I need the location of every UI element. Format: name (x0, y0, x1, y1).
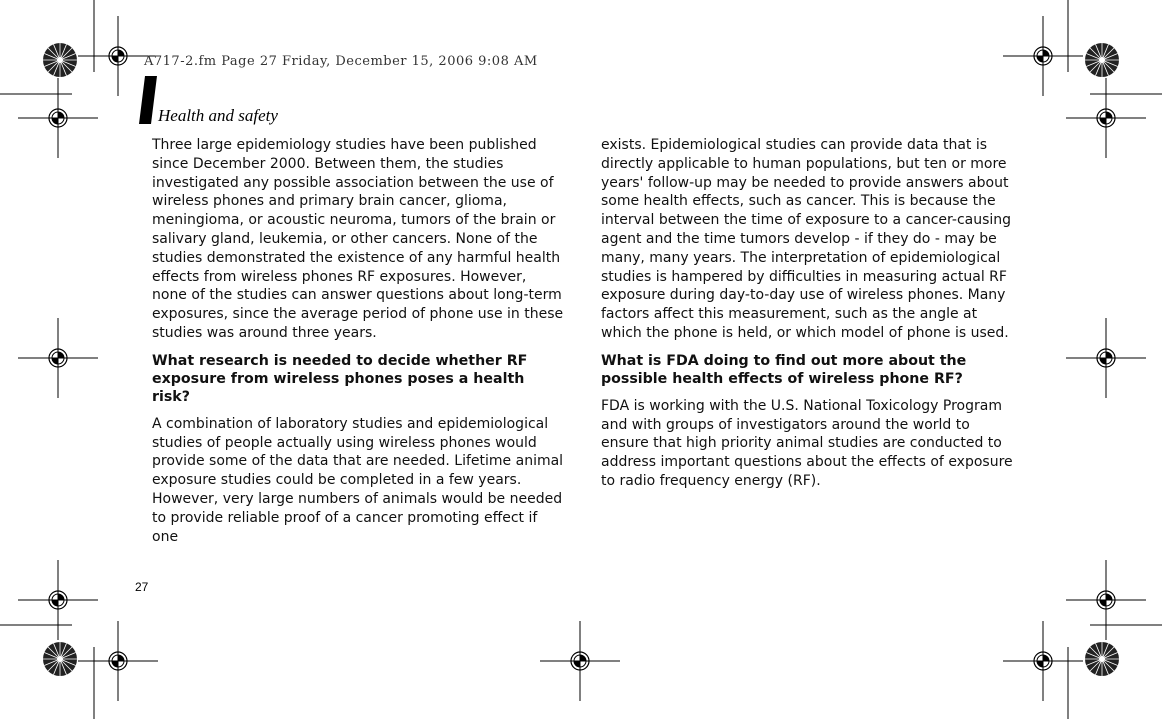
right-column (601, 136, 1013, 500)
print-slug-header: A717-2.fm Page 27 Friday, December 15, 2006 9:08 AM (144, 54, 538, 69)
left-column (152, 136, 564, 555)
page-number: 27 (135, 580, 149, 594)
right-question-heading: What is FDA doing to find out more about the possible health effects of wireless phone RF? (601, 352, 967, 387)
left-question-heading: What research is needed to decide whether RF exposure from wireless phones poses a health risk? (152, 352, 528, 405)
section-title: Health and safety (158, 106, 278, 125)
left-paragraph-2: A combination of laboratory studies and epidemiological studies of people actually using wireless phones would provide some of the data that are needed. Lifetime animal exposure studies could be completed in a few years. However, very large numbers of animals would be needed to provide reliable proof of a cancer promoting effect if one (152, 415, 564, 545)
left-paragraph-1: Three large epidemiology studies have been published since December 2000. Between them, the studies investigated any possible association between the use of wireless phones and primary brain cancer, glioma, meningioma, or acoustic neuroma, tumors of the brain or salivary gland, leukemia, or other cancers. None of the studies demonstrated the existence of any harmful health effects from wireless phones RF exposures. However, none of the studies can answer questions about long-term exposures, since the average period of phone use in these studies was around three years. (152, 137, 564, 341)
right-paragraph-2: FDA is working with the U.S. National Toxicology Program and with groups of investigators around the world to ensure that high priority animal studies are conducted to address important questions about the effects of exposure to radio frequency energy (RF). (601, 397, 1013, 489)
right-paragraph-1: exists. Epidemiological studies can provide data that is directly applicable to human populations, but ten or more years' follow-up may be needed to provide answers about some health effects, such as cancer. This is because the interval between the time of exposure to a cancer-causing agent and the time tumors develop - if they do - may be many, many years. The interpretation of epidemiological studies is hampered by difficulties in measuring actual RF exposure during day-to-day use of wireless phones. Many factors affect this measurement, such as the angle at which the phone is held, or which model of phone is used. (601, 137, 1012, 341)
